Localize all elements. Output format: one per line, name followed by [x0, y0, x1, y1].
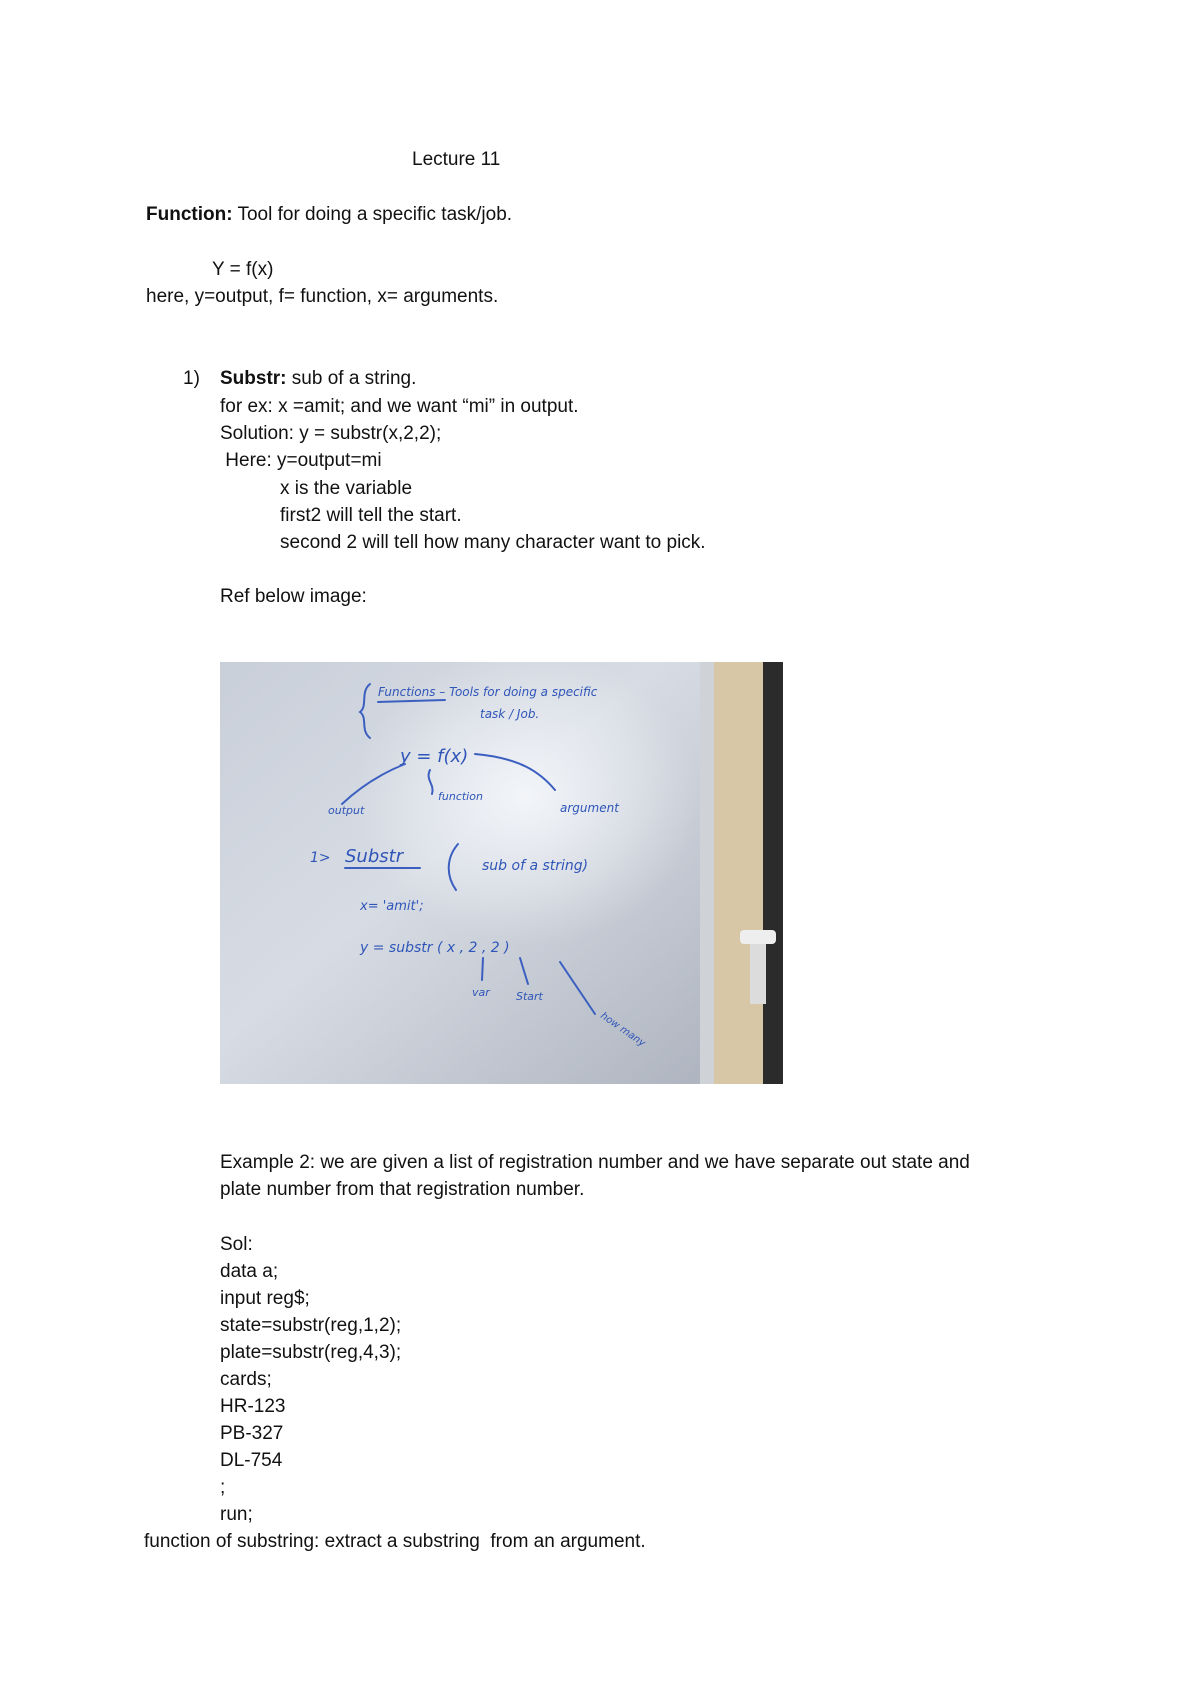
wb-line1: Functions – Tools for doing a specific [378, 685, 598, 699]
item1-text: sub of a string. [286, 368, 417, 389]
wb-how-many: how many [598, 1010, 648, 1050]
board-glare [220, 662, 713, 1084]
item1-solution-line: Solution: y = substr(x,2,2); [220, 423, 442, 444]
wb-start: Start [516, 990, 543, 1003]
marker-tray [740, 930, 776, 944]
solution-line: state=substr(reg,1,2); [220, 1315, 402, 1336]
whiteboard-illustration [220, 662, 783, 1084]
definition-term: Function: [146, 204, 233, 225]
wb-y-assign: y = substr ( x , 2 , 2 ) [360, 940, 510, 956]
item1-number: 1) [183, 368, 200, 389]
wb-x-assign: x= 'amit'; [360, 899, 424, 914]
page-title: Lecture 11 [412, 149, 501, 170]
solution-line: Sol: [220, 1234, 253, 1255]
formula-note: here, y=output, f= function, x= arguments. [146, 286, 499, 307]
solution-line: HR-123 [220, 1396, 286, 1417]
wb-substr: Substr [345, 846, 404, 867]
solution-line: DL-754 [220, 1450, 283, 1471]
item1-ref-line: Ref below image: [220, 586, 367, 607]
item1-start-line: first2 will tell the start. [280, 505, 462, 526]
item1-count-line: second 2 will tell how many character want to pick. [280, 532, 706, 553]
formula: Y = f(x) [212, 259, 274, 280]
example2-line-1: Example 2: we are given a list of registration number and we have separate out state and [220, 1152, 970, 1173]
board-frame [700, 662, 714, 1084]
solution-line: cards; [220, 1369, 272, 1390]
arrow-var [482, 958, 483, 980]
solution-line: PB-327 [220, 1423, 284, 1444]
wb-formula: y = f(x) [400, 746, 469, 767]
marker-holder [750, 944, 766, 1004]
item1-heading [220, 367, 416, 391]
item1-term: Substr: [220, 368, 287, 389]
solution-line: data a; [220, 1261, 279, 1282]
wb-sub-of-string: sub of a string) [482, 858, 589, 874]
wb-function: function [438, 790, 483, 803]
solution-line: plate=substr(reg,4,3); [220, 1342, 402, 1363]
wall-edge [763, 662, 783, 1084]
wb-output: output [328, 804, 365, 817]
wb-line2: task / Job. [480, 707, 540, 721]
wb-argument: argument [560, 801, 619, 815]
conclusion: function of substring: extract a substring from an argument. [144, 1531, 646, 1552]
wb-var: var [472, 986, 490, 999]
solution-line: input reg$; [220, 1288, 310, 1309]
solution-line: run; [220, 1504, 253, 1525]
wb-item: 1> [310, 850, 331, 866]
example2-line-2: plate number from that registration number. [220, 1179, 585, 1200]
item1-example-line: for ex: x =amit; and we want “mi” in output. [220, 396, 579, 417]
function-definition [146, 203, 512, 227]
definition-text: Tool for doing a specific task/job. [232, 204, 513, 225]
item1-here-line: Here: y=output=mi [220, 450, 382, 471]
solution-line: ; [220, 1477, 226, 1498]
item1-variable-line: x is the variable [280, 478, 413, 499]
whiteboard-photo [220, 662, 783, 1084]
